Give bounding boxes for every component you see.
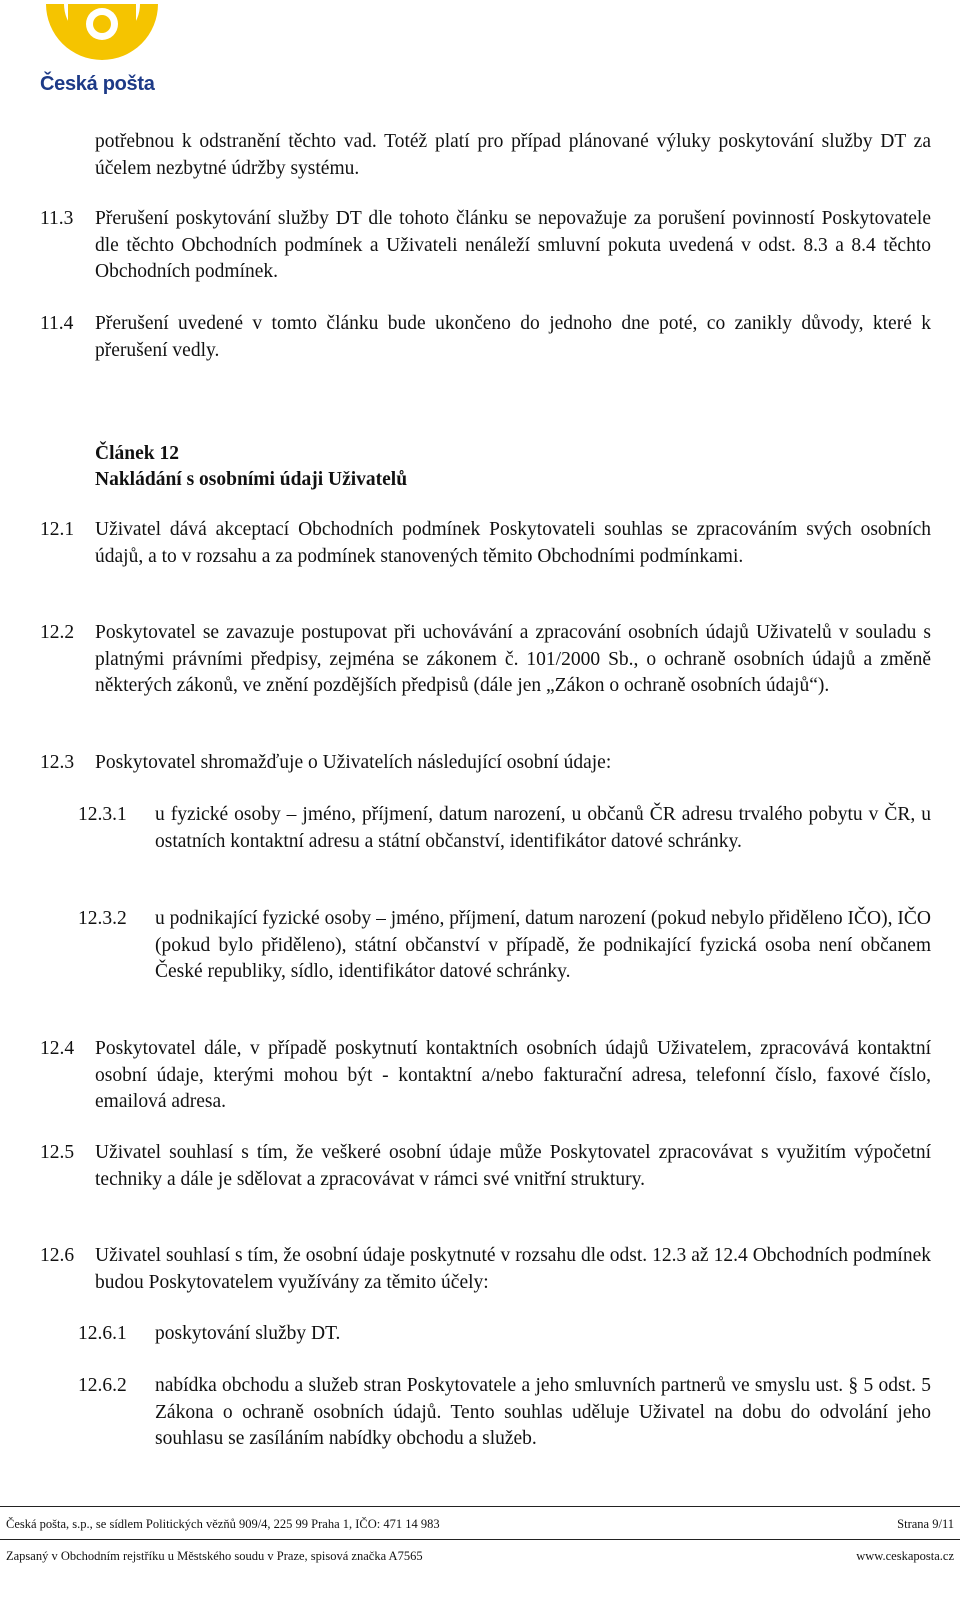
- paragraph-12-4: Poskytovatel dále, v případě poskytnutí kontaktních osobních údajů Uživatelem, zpracovává kontaktní osobní údaje, kterými mohou být - kontaktní a/nebo fakturační adresa, telefonní číslo, faxové číslo, emailová adresa.: [95, 1038, 931, 1112]
- paragraph-number: 11.4: [40, 313, 74, 334]
- footer-divider: [0, 1539, 960, 1540]
- footer-row-2: [6, 1549, 954, 1564]
- paragraph-number: 12.6.1: [78, 1323, 127, 1344]
- paragraph-12-5: Uživatel souhlasí s tím, že veškeré osobní údaje může Poskytovatel zpracovávat s využitím výpočetní techniky a dále je sdělovat a zpracovávat v rámci své vnitřní struktury.: [95, 1142, 931, 1190]
- paragraph-number: 12.3.1: [78, 804, 127, 825]
- paragraph-12-3-1: u fyzické osoby – jméno, příjmení, datum narození, u občanů ČR adresu trvalého pobytu v ČR, u ostatních kontaktní adresu a státní občanství, identifikátor datové schránky.: [155, 804, 931, 852]
- paragraph-continuation: potřebnou k odstranění těchto vad. Totéž platí pro případ plánované výluky poskytování služby DT za účelem nezbytné údržby systému.: [95, 131, 931, 179]
- paragraph-11-4: Přerušení uvedené v tomto článku bude ukončeno do jednoho dne poté, co zanikly důvody, které k přerušení vedly.: [95, 313, 931, 361]
- logo-wordmark: Česká pošta: [40, 73, 155, 95]
- footer-page-number: Strana 9/11: [897, 1517, 954, 1531]
- paragraph-12-3-2: u podnikající fyzické osoby – jméno, příjmení, datum narození (pokud nebylo přiděleno IČO), IČO (pokud bylo přiděleno), státní občanství v případě, že podnikající fyzická osoba není občanem České republiky, sídlo, identifikátor datové schránky.: [155, 908, 931, 982]
- paragraph-number: 12.3: [40, 752, 75, 773]
- footer-divider: [0, 1506, 960, 1507]
- paragraph-12-6-1: poskytování služby DT.: [155, 1323, 341, 1344]
- post-horn-icon: [40, 2, 164, 72]
- paragraph-number: 12.6.2: [78, 1375, 127, 1396]
- footer-row-1: [6, 1517, 954, 1532]
- paragraph-12-3: Poskytovatel shromažďuje o Uživatelích následující osobní údaje:: [95, 752, 612, 773]
- paragraph-11-3: Přerušení poskytování služby DT dle tohoto článku se nepovažuje za porušení povinností Poskytovatele dle těchto Obchodních podmínek a Uživateli nenáleží smluvní pokuta uvedená v odst. 8.3 a 8.4 těchto Obchodních podmínek.: [95, 208, 931, 282]
- paragraph-12-6-2: nabídka obchodu a služeb stran Poskytovatele a jeho smluvních partnerů ve smyslu ust. § 5 odst. 5 Zákona o ochraně osobních údajů. Tento souhlas uděluje Uživatel na dobu do odvolání jeho souhlasu se zasíláním nabídky obchodu a služeb.: [155, 1375, 931, 1449]
- footer-company: Česká pošta, s.p., se sídlem Politických vězňů 909/4, 225 99 Praha 1, IČO: 471 14 983: [6, 1517, 440, 1531]
- paragraph-number: 12.3.2: [78, 908, 127, 929]
- footer-website-link[interactable]: www.ceskaposta.cz: [856, 1549, 954, 1563]
- paragraph-12-6: Uživatel souhlasí s tím, že osobní údaje poskytnuté v rozsahu dle odst. 12.3 až 12.4 Obchodních podmínek budou Poskytovatelem využívány za těmito účely:: [95, 1245, 931, 1293]
- paragraph-number: 12.5: [40, 1142, 75, 1163]
- paragraph-number: 12.2: [40, 622, 75, 643]
- paragraph-number: 11.3: [40, 208, 74, 229]
- article-subtitle: Nakládání s osobními údaji Uživatelů: [95, 469, 408, 490]
- ceska-posta-logo: [38, 2, 168, 98]
- paragraph-12-1: Uživatel dává akceptací Obchodních podmínek Poskytovateli souhlas se zpracováním svých osobních údajů, a to v rozsahu a za podmínek stanovených těmito Obchodními podmínkami.: [95, 519, 931, 567]
- paragraph-12-2: Poskytovatel se zavazuje postupovat při uchovávání a zpracování osobních údajů Uživatelů v souladu s platnými právními předpisy, zejména se zákonem č. 101/2000 Sb., o ochraně osobních údajů a změně některých zákonů, ve znění pozdějších předpisů (dále jen „Zákon o ochraně osobních údajů“).: [95, 622, 931, 696]
- article-title: Článek 12: [95, 443, 179, 464]
- paragraph-number: 12.4: [40, 1038, 75, 1059]
- paragraph-number: 12.6: [40, 1245, 75, 1266]
- footer-register: Zapsaný v Obchodním rejstříku u Městského soudu v Praze, spisová značka A7565: [6, 1549, 423, 1563]
- paragraph-number: 12.1: [40, 519, 75, 540]
